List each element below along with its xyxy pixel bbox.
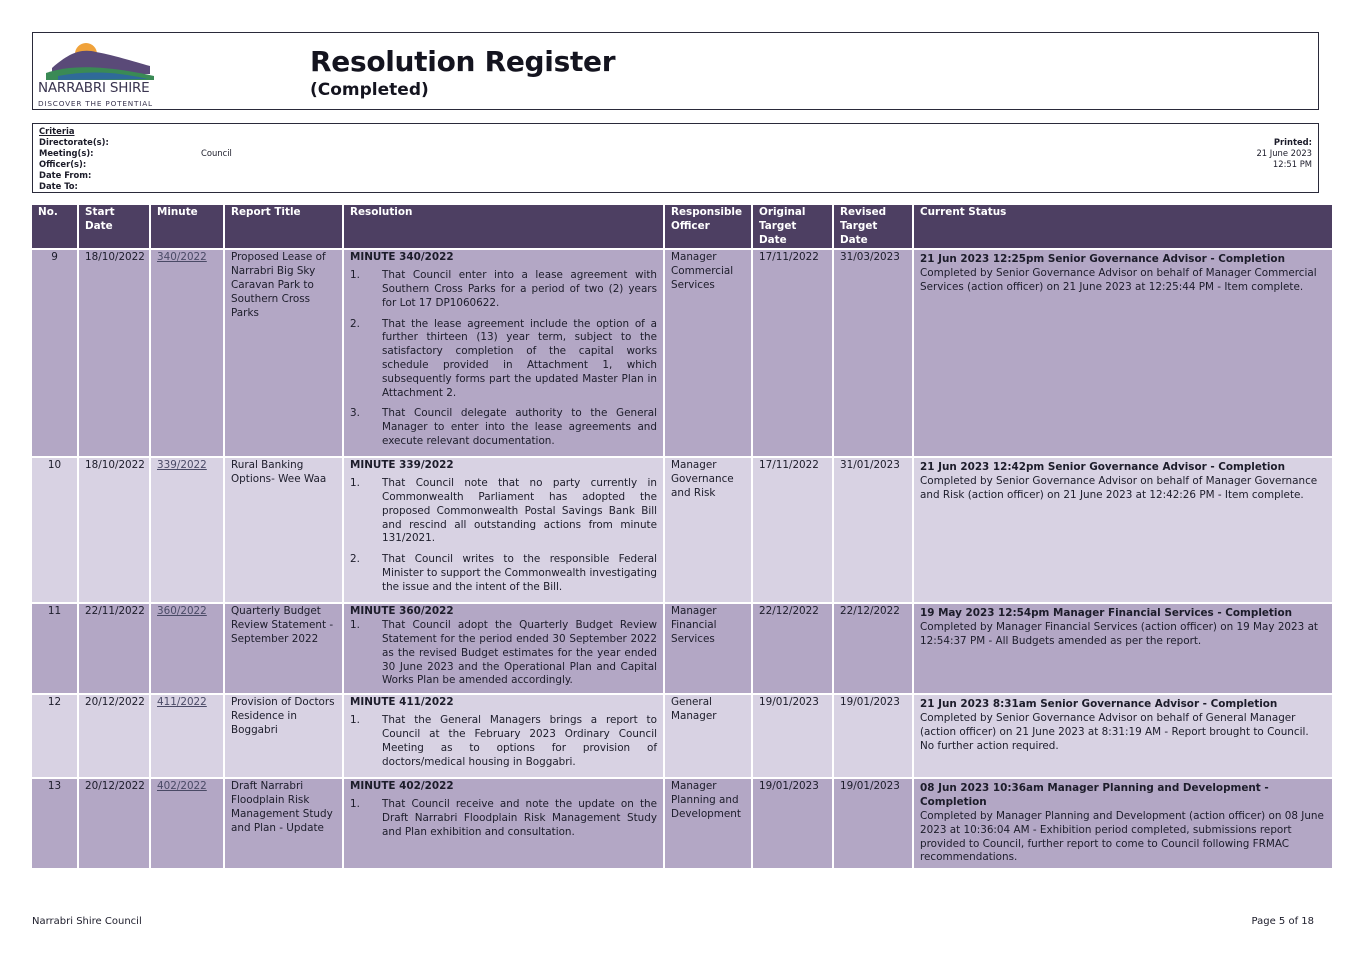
row-number: 13 [32,778,78,868]
table-row [32,694,1333,778]
original-target-date: 17/11/2022 [752,457,833,603]
table-row [32,457,1333,603]
narrabri-shire-logo [38,36,163,108]
resolution-table [32,205,1334,868]
date-from-label: Date From: [39,170,92,180]
report-title: Rural Banking Options- Wee Waa [224,457,343,603]
col-header-minute: Minute [150,205,224,249]
resolution-item: 1. That Council enter into a lease agreement with Southern Cross Parks for a period of two (2) years for Lot 17 DP1060622. [350,269,657,309]
resolution-item: 3. That Council delegate authority to the General Manager to enter into the lease agreements and execute relevant documentation. [350,407,657,447]
minute-heading: MINUTE 340/2022 [350,251,454,264]
col-header-current-status: Current Status [913,205,1333,249]
revised-target-date: 22/12/2022 [833,603,913,694]
responsible-officer: General Manager [664,694,752,778]
footer-organisation: Narrabri Shire Council [32,916,142,927]
resolution-item: 2. That the lease agreement include the option of a further thirteen (13) year term, subject to the satisfactory completion of the capital works schedule provided in Attachment 1, which subsequently forms part the updated Master Plan in Attachment 2. [350,317,657,399]
col-header-resolution: Resolution [343,205,664,249]
row-number: 11 [32,603,78,694]
col-header-report-title: Report Title [224,205,343,249]
start-date: 22/11/2022 [78,603,150,694]
resolution-cell [343,249,664,457]
criteria-heading: Criteria [39,126,75,136]
resolution-item: 1. That Council adopt the Quarterly Budget Review Statement for the period ended 30 September 2022 as the revised Budget estimates for the year ended 30 June 2023 and the Operational Plan and Capital Works Plan be amended accordingly. [350,619,657,687]
responsible-officer: Manager Planning and Development [664,778,752,868]
start-date: 18/10/2022 [78,457,150,603]
printed-info [1256,137,1312,170]
responsible-officer: Manager Commercial Services [664,249,752,457]
resolution-item: 1. That Council receive and note the update on the Draft Narrabri Floodplain Risk Management Study and Plan exhibition and consultation. [350,798,657,838]
original-target-date: 19/01/2023 [752,694,833,778]
status-text: Completed by Manager Planning and Development (action officer) on 08 June 2023 at 10:36:04 AM - Exhibition period completed, submissions report provided to Council, further report to come to Council following FRMAC recommendations. [920,809,1324,864]
minute-link[interactable]: 360/2022 [157,605,207,618]
status-heading: 19 May 2023 12:54pm Manager Financial Services - Completion [920,607,1292,620]
printed-label: Printed: [1273,137,1312,147]
table-row [32,778,1333,868]
minute-heading: MINUTE 339/2022 [350,459,454,472]
printed-time: 12:51 PM [1272,159,1312,169]
start-date: 18/10/2022 [78,249,150,457]
table-row [32,603,1333,694]
report-title: Quarterly Budget Review Statement - September 2022 [224,603,343,694]
meeting-value: Council [201,148,232,158]
revised-target-date: 19/01/2023 [833,694,913,778]
revised-target-date: 31/01/2023 [833,457,913,603]
report-title: Draft Narrabri Floodplain Risk Management Study and Plan - Update [224,778,343,868]
resolution-cell [343,778,664,868]
minute-link[interactable]: 339/2022 [157,459,207,472]
minute-heading: MINUTE 402/2022 [350,780,454,793]
status-heading: 21 Jun 2023 8:31am Senior Governance Advisor - Completion [920,698,1278,711]
resolution-cell [343,457,664,603]
current-status [913,249,1333,457]
footer-page-number: Page 5 of 18 [1251,916,1314,927]
criteria-panel [32,123,1319,193]
page-subtitle: (Completed) [310,80,429,100]
row-number: 12 [32,694,78,778]
status-heading: 21 Jun 2023 12:42pm Senior Governance Advisor - Completion [920,461,1285,474]
report-title: Provision of Doctors Residence in Boggabri [224,694,343,778]
current-status [913,603,1333,694]
start-date: 20/12/2022 [78,778,150,868]
report-header [32,32,1319,110]
minute-link[interactable]: 340/2022 [157,251,207,264]
status-text: Completed by Senior Governance Advisor on behalf of Manager Commercial Services (action officer) on 21 June 2023 at 12:25:44 PM - Item complete. [920,267,1317,293]
current-status [913,694,1333,778]
row-number: 9 [32,249,78,457]
responsible-officer: Manager Governance and Risk [664,457,752,603]
minute-heading: MINUTE 411/2022 [350,696,454,709]
minute-heading: MINUTE 360/2022 [350,605,454,618]
revised-target-date: 19/01/2023 [833,778,913,868]
directorate-label: Directorate(s): [39,137,109,147]
current-status [913,778,1333,868]
col-header-responsible-officer: Responsible Officer [664,205,752,249]
resolution-item: 1. That the General Managers brings a report to Council at the February 2023 Ordinary Council Meeting as to options for provision of doctors/medical housing in Boggabri. [350,714,657,768]
resolution-cell [343,694,664,778]
responsible-officer: Manager Financial Services [664,603,752,694]
meeting-label: Meeting(s): [39,148,94,158]
minute-link[interactable]: 411/2022 [157,696,207,709]
original-target-date: 22/12/2022 [752,603,833,694]
original-target-date: 19/01/2023 [752,778,833,868]
report-title: Proposed Lease of Narrabri Big Sky Caravan Park to Southern Cross Parks [224,249,343,457]
row-number: 10 [32,457,78,603]
printed-date: 21 June 2023 [1256,148,1312,158]
officer-label: Officer(s): [39,159,87,169]
logo-name: NARRABRI SHIRE [38,80,150,96]
page-title: Resolution Register [310,45,616,78]
status-text: Completed by Manager Financial Services (action officer) on 19 May 2023 at 12:54:37 PM - All Budgets amended as per the report. [920,621,1319,647]
status-heading: 08 Jun 2023 10:36am Manager Planning and Development - Completion [920,782,1269,809]
col-header-start-date: Start Date [78,205,150,249]
col-header-original-target: Original Target Date [752,205,833,249]
status-text: Completed by Senior Governance Advisor on behalf of General Manager (action officer) on 21 June 2023 at 8:31:19 AM - Report brought to Council. No further action required. [920,712,1309,752]
table-header-row [32,205,1333,249]
col-header-revised-target: Revised Target Date [833,205,913,249]
col-header-no: No. [32,205,78,249]
resolution-cell [343,603,664,694]
resolution-item: 1. That Council note that no party currently in Commonwealth Parliament has adopted the proposed Commonwealth Postal Savings Bank Bill and rescind all outstanding actions from minute 131/2021. [350,477,657,545]
logo-landscape-icon [38,36,163,80]
status-heading: 21 Jun 2023 12:25pm Senior Governance Advisor - Completion [920,253,1285,266]
resolution-item: 2. That Council writes to the responsible Federal Minister to support the Commonwealth investigating the issue and the intent of the Bill. [350,553,657,593]
original-target-date: 17/11/2022 [752,249,833,457]
table-row [32,249,1333,457]
revised-target-date: 31/03/2023 [833,249,913,457]
date-to-label: Date To: [39,181,78,191]
current-status [913,457,1333,603]
logo-tagline: DISCOVER THE POTENTIAL [38,99,153,108]
start-date: 20/12/2022 [78,694,150,778]
status-text: Completed by Senior Governance Advisor on behalf of Manager Governance and Risk (action officer) on 21 June 2023 at 12:42:26 PM - Item complete. [920,475,1318,501]
minute-link[interactable]: 402/2022 [157,780,207,793]
